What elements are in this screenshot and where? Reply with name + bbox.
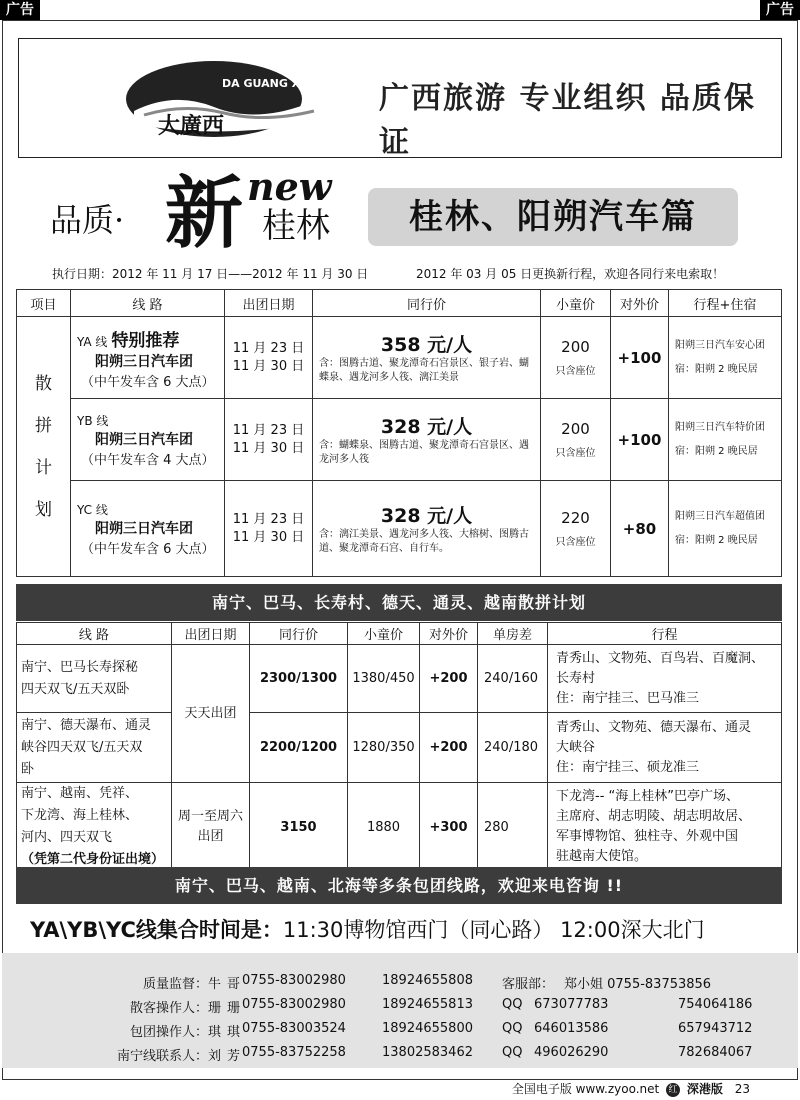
contact-qq-2: 657943712 — [678, 1021, 753, 1036]
contact-qq-1: 646013586 — [534, 1021, 609, 1036]
footer-logo-icon: 红 — [666, 1083, 680, 1097]
th-line: 线 路 — [17, 623, 172, 645]
route-trip-text: 青秀山、文物苑、百鸟岩、百魔洞、 — [556, 650, 765, 666]
route-trip — [548, 645, 782, 713]
table-row — [17, 645, 782, 713]
line-cell — [71, 317, 225, 399]
brand-logo — [114, 49, 334, 149]
route-trip — [548, 713, 782, 783]
child-note: 只含座位 — [555, 366, 596, 377]
child-cell — [541, 399, 611, 481]
section-band-charter: 南宁、巴马、越南、北海等多条包团线路，欢迎来电咨询 !! — [16, 867, 782, 904]
trip-cell — [669, 481, 782, 577]
route-line-text: 卧 — [21, 761, 35, 777]
line-cell — [71, 399, 225, 481]
ext-price: +80 — [611, 481, 669, 577]
line-code: YB 线 — [77, 413, 109, 428]
table-row — [17, 783, 782, 872]
table-row — [17, 713, 782, 783]
contact-tel: 0755-83002980 — [242, 973, 346, 988]
date-1: 11 月 23 日 — [232, 422, 305, 438]
title-quality: 品质· — [50, 201, 125, 239]
trip-name: 阳朔三日汽车安心团 — [675, 339, 765, 351]
nanning-table — [16, 622, 782, 872]
price-cell — [313, 399, 541, 481]
contact-mobile: 18924655800 — [382, 1021, 473, 1036]
route-date-text: 出团 — [197, 829, 224, 844]
brand-en: DA GUANG XI — [222, 77, 305, 90]
gather-time — [30, 914, 705, 944]
route-line-text: 四天双飞/五天双卧 — [21, 681, 130, 697]
route-child: 1280/350 — [348, 713, 420, 783]
guilin-table — [16, 289, 782, 577]
slogan: 广西旅游 专业组织 品质保证 — [379, 81, 756, 160]
contact-row — [2, 997, 798, 1021]
route-line — [17, 783, 172, 872]
line-note: （中午发车含 6 大点） — [81, 541, 215, 557]
child-cell — [541, 317, 611, 399]
price-cell — [313, 317, 541, 399]
th-price: 同行价 — [313, 290, 541, 317]
route-trip-text: 住：南宁挂三、巴马准三 — [556, 690, 700, 706]
th-price: 同行价 — [250, 623, 348, 645]
line-name: 阳朔三日汽车团 — [95, 520, 193, 537]
contact-name: 珊 — [208, 1001, 222, 1016]
route-ext: +200 — [420, 645, 478, 713]
th-trip: 行程 — [548, 623, 782, 645]
route-trip-text: 青秀山、文物苑、德天瀑布、通灵 — [556, 719, 752, 735]
route-child: 1880 — [348, 783, 420, 872]
ext-price: +100 — [611, 317, 669, 399]
th-single: 单房差 — [478, 623, 548, 645]
price-include: 含：蝴蝶泉、图腾古道、聚龙潭奇石宫景区、遇龙河多人筏 — [319, 440, 529, 465]
price-include: 含：漓江美景、遇龙河多人筏、大榕树、图腾古道、聚龙潭奇石宫、自行车。 — [319, 529, 529, 554]
price: 328 元/人 — [380, 505, 473, 527]
title-new-char: 新 — [165, 168, 244, 259]
th-child: 小童价 — [348, 623, 420, 645]
route-line-text: 南宁、德天瀑布、通灵 — [21, 717, 152, 733]
table-header-row — [17, 290, 782, 317]
th-item: 项目 — [17, 290, 71, 317]
route-trip-text: 军事博物馆、独柱寺、外观中国 — [556, 829, 739, 844]
contact-qq-label: QQ — [502, 997, 523, 1012]
section-band-nanning: 南宁、巴马、长寿村、德天、通灵、越南散拼计划 — [16, 584, 782, 621]
category-cell — [17, 317, 71, 577]
route-trip — [548, 783, 782, 872]
route-trip-text: 主席府、胡志明陵、胡志明故居、 — [556, 809, 752, 824]
route-single: 240/180 — [478, 713, 548, 783]
title-guilin: 桂林 — [262, 206, 330, 246]
route-trip-text: 大峡谷 — [556, 739, 596, 755]
route-ext: +300 — [420, 783, 478, 872]
category-char: 计 — [35, 457, 52, 478]
child-note: 只含座位 — [555, 537, 596, 548]
contact-name: 琪 — [208, 1025, 222, 1040]
contact-name: 刘 — [208, 1049, 222, 1064]
th-child: 小童价 — [541, 290, 611, 317]
date-cell — [225, 399, 313, 481]
contact-role: 散客操作人： — [129, 1001, 208, 1016]
contact-row — [2, 1021, 798, 1045]
line-code: YC 线 — [77, 502, 108, 517]
route-line-text: 南宁、越南、凭祥、 — [21, 786, 139, 801]
ad-tag-right: 广告 — [760, 0, 800, 20]
category-char: 划 — [35, 499, 52, 520]
contact-qq-1: 496026290 — [534, 1045, 609, 1060]
contact-qq-label: QQ — [502, 1045, 523, 1060]
ad-tag-left: 广告 — [0, 0, 40, 20]
route-price: 2200/1200 — [250, 713, 348, 783]
page-number: 23 — [734, 1082, 750, 1096]
trip-cell — [669, 399, 782, 481]
date-cell — [225, 481, 313, 577]
route-line-text: 下龙湾、海上桂林、 — [21, 808, 139, 823]
th-ext: 对外价 — [420, 623, 478, 645]
route-line-text: 南宁、巴马长寿探秘 — [21, 659, 139, 675]
date-1: 11 月 23 日 — [232, 340, 305, 356]
contact-qq-label: QQ — [502, 1021, 523, 1036]
ext-price: +100 — [611, 399, 669, 481]
line-note: （中午发车含 4 大点） — [81, 452, 215, 468]
th-ext: 对外价 — [611, 290, 669, 317]
child-price: 200 — [561, 420, 590, 438]
contact-role: 质量监督： — [142, 977, 208, 992]
contact-name: 牛 — [208, 977, 222, 992]
table-row — [17, 481, 782, 577]
gather-label: YA\YB\YC线集合时间是： — [30, 918, 283, 942]
route-trip-text: 下龙湾-- “海上桂林”巴亭广场、 — [556, 789, 739, 804]
trip-stay: 宿：阳朔 2 晚民居 — [675, 363, 758, 375]
route-single: 280 — [478, 783, 548, 872]
contact-name-2: 哥 — [227, 977, 241, 992]
contact-tel: 0755-83752258 — [242, 1045, 346, 1060]
contact-mobile: 18924655808 — [382, 973, 473, 988]
route-line-text: 峡谷四天双飞/五天双 — [21, 739, 143, 755]
footer-edition: 深港版 — [686, 1082, 723, 1096]
route-date — [172, 783, 250, 872]
th-line: 线 路 — [71, 290, 225, 317]
route-line-text: 河内、四天双飞 — [21, 830, 113, 845]
table-row — [17, 317, 782, 399]
price: 358 元/人 — [380, 334, 473, 356]
gather-text: 11:30博物馆西门（同心路） 12:00深大北门 — [282, 918, 705, 942]
line-note: （中午发车含 6 大点） — [81, 374, 215, 390]
line-cell — [71, 481, 225, 577]
route-line — [17, 645, 172, 713]
title-box — [368, 188, 738, 246]
route-trip-text: 驻越南大使馆。 — [556, 849, 648, 864]
trip-cell — [669, 317, 782, 399]
route-price: 3150 — [250, 783, 348, 872]
child-price: 220 — [561, 509, 590, 527]
route-child: 1380/450 — [348, 645, 420, 713]
update-note: 2012 年 03 月 05 日更换新行程，欢迎各同行来电索取！ — [416, 267, 725, 281]
child-price: 200 — [561, 338, 590, 356]
line-code: YA 线 — [77, 334, 108, 349]
contact-tel: 0755-83002980 — [242, 997, 346, 1012]
contact-qq-label: 客服部： — [502, 977, 555, 992]
contact-name-2: 珊 — [227, 1001, 241, 1016]
date-cell — [225, 317, 313, 399]
route-date: 天天出团 — [172, 645, 250, 783]
price-include: 含：图腾古道、聚龙潭奇石宫景区、银子岩、蝴蝶泉、遇龙河多人筏、漓江美景 — [319, 358, 529, 383]
table-header-row — [17, 623, 782, 645]
line-name: 阳朔三日汽车团 — [95, 353, 193, 370]
trip-name: 阳朔三日汽车超值团 — [675, 510, 765, 522]
route-date-text: 周一至周六 — [177, 809, 243, 824]
date-2: 11 月 30 日 — [232, 529, 305, 545]
contact-role: 包团操作人： — [129, 1025, 208, 1040]
contact-row — [2, 1045, 798, 1069]
date-2: 11 月 30 日 — [232, 358, 305, 374]
contact-role: 南宁线联系人： — [116, 1049, 208, 1064]
route-ext: +200 — [420, 713, 478, 783]
child-cell — [541, 481, 611, 577]
contact-qq-2: 782684067 — [678, 1045, 753, 1060]
route-price: 2300/1300 — [250, 645, 348, 713]
route-trip-text: 长寿村 — [556, 670, 596, 686]
date-2: 11 月 30 日 — [232, 440, 305, 456]
contact-qq-2: 754064186 — [678, 997, 753, 1012]
route-line-id-note: （凭第二代身份证出境） — [21, 852, 165, 867]
title-box-text: 桂林、阳朔汽车篇 — [409, 197, 697, 237]
date-1: 11 月 23 日 — [232, 511, 305, 527]
header-banner — [18, 38, 782, 158]
contact-row — [2, 973, 798, 997]
exec-date: 执行日期：2012 年 11 月 17 日——2012 年 11 月 30 日 — [52, 267, 369, 281]
price: 328 元/人 — [380, 416, 473, 438]
th-date: 出团日期 — [172, 623, 250, 645]
category-char: 拼 — [35, 415, 52, 436]
line-recommend: 特别推荐 — [111, 330, 180, 351]
route-single: 240/160 — [478, 645, 548, 713]
line-name: 阳朔三日汽车团 — [95, 431, 193, 448]
contact-service: 郑小姐 0755-83753856 — [564, 977, 712, 992]
contact-qq-1: 673077783 — [534, 997, 609, 1012]
route-line — [17, 713, 172, 783]
th-trip: 行程+住宿 — [669, 290, 782, 317]
trip-stay: 宿：阳朔 2 晚民居 — [675, 445, 758, 457]
price-cell — [313, 481, 541, 577]
contact-tel: 0755-83003524 — [242, 1021, 346, 1036]
contact-name-2: 琪 — [227, 1025, 241, 1040]
child-note: 只含座位 — [555, 448, 596, 459]
page-footer — [512, 1080, 750, 1097]
contact-name-2: 芳 — [227, 1049, 241, 1064]
route-trip-text: 住：南宁挂三、硕龙准三 — [556, 759, 700, 775]
trip-name: 阳朔三日汽车特价团 — [675, 421, 765, 433]
category-char: 散 — [35, 373, 52, 394]
title-new-latin: new — [247, 164, 332, 209]
footer-site: 全国电子版 www.zyoo.net — [511, 1082, 660, 1096]
contacts-panel — [2, 953, 798, 1068]
contact-mobile: 13802583462 — [382, 1045, 473, 1060]
trip-stay: 宿：阳朔 2 晚民居 — [675, 534, 758, 546]
contact-mobile: 18924655813 — [382, 997, 473, 1012]
th-date: 出团日期 — [225, 290, 313, 317]
table-row — [17, 399, 782, 481]
brand-cn: 大廣西 — [158, 113, 225, 139]
